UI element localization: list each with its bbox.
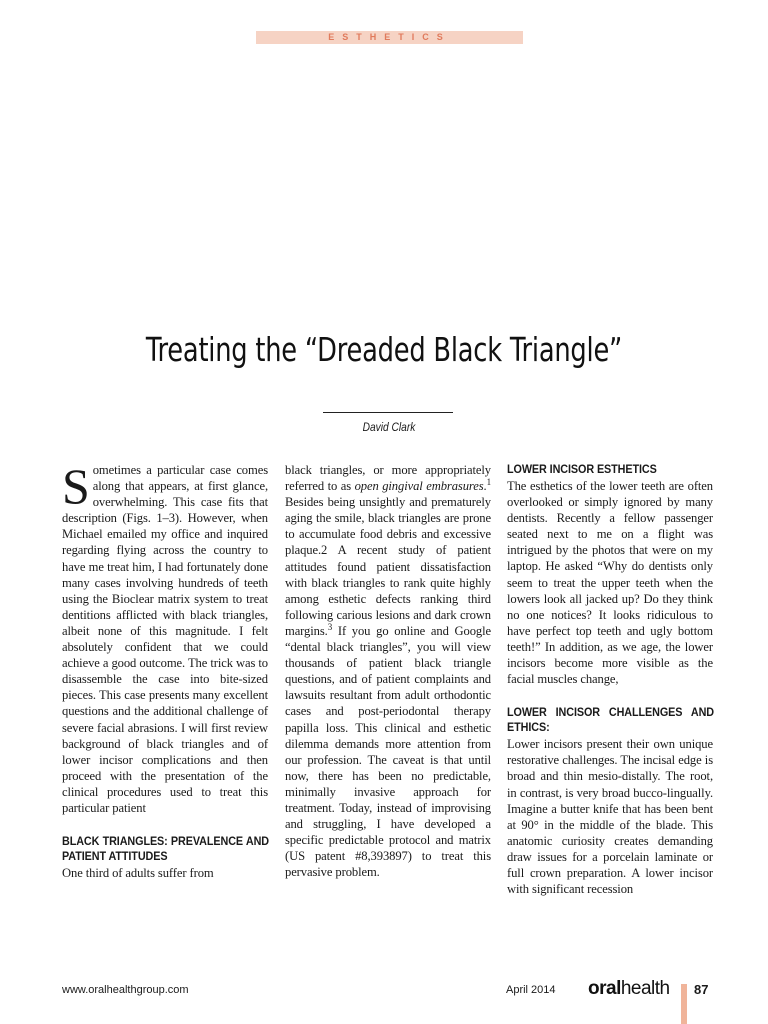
footer-url: www.oralhealthgroup.com <box>62 984 189 996</box>
footer-date: April 2014 <box>506 984 556 996</box>
drop-cap: S <box>62 458 90 514</box>
section-heading-lower-incisor-esthetics: LOWER INCISOR ESTHETICS <box>507 462 657 476</box>
page-number: 87 <box>694 982 709 997</box>
intro-paragraph <box>62 458 268 816</box>
section-heading-lower-incisor-challenges: LOWER INCISOR CHALLENGES AND ETHICS: <box>507 705 714 735</box>
text-run: Besides being unsightly and prematurely aging the smile, black triangles are prone to accumulate food debris and excessive plaque.2 A recent study of patient attitudes found patient dissatisfaction with black triangles to rank quite highly among esthetic defects ranking third following carious lesions and dark crown margins. <box>285 495 491 638</box>
text-run: If you go online and Google “dental black triangles”, you will view thousands of patient black triangle questions, and of patient complaints and lawsuits resultant from adult orthodontic cases and post-periodontal therapy papilla loss. This clinical and esthetic dilemma demands more attention from our profession. The caveat is that until now, there has been no predictable, minimally invasive approach for treatment. Today, instead of improvising and struggling, I have developed a specific predictable protocol and matrix (US patent #8,393897) to treat this pervasive problem. <box>285 623 491 880</box>
footnote-ref: 1 <box>486 476 491 487</box>
section-tag: ESTHETICS <box>256 31 523 44</box>
footer-accent-bar <box>681 984 687 1024</box>
intro-text: ometimes a particular case comes along that appears, at first glance, overwhelming. This case fits that description (Figs. 1–3). However, when Michael emailed my office and inquired regarding flying across the country to have me treat him, I had fortunately done many cases involving hundreds of teeth using the Bioclear matrix system to treat dentitions afflicted with black triangles, albeit none of this magnitude. I felt absolutely confident that we could achieve a good outcome. The trick was to disassemble the case into bite-sized pieces. This case presents many excellent questions and the additional challenge of severe facial abrasions. I will first review background of black triangles and of lower incisor complications and then proceed with the presentation of the clinical procedures used to treat this particular patient <box>62 463 268 815</box>
column-2-paragraph: black triangles, or more appropriately referred to as open gingival embrasures.$^1$ Besides being unsightly and prematurely aging the smile, black triangles are prone to accumulate food debris and excessive plaque.2 A recent study of patient attitudes found patient dissatisfaction with black triangles to rank quite highly among esthetic defects ranking third following carious lesions and dark crown margins.$^3$ If you go online and Google “dental black triangles”, you will view thousands of patient black triangle questions, and of patient complaints and lawsuits resultant from adult orthodontic cases and post-periodontal therapy papilla loss. This clinical and esthetic dilemma demands more attention from our profession. The caveat is that until now, there has been no predictable, minimally invasive approach for treatment. Today, instead of improvising and struggling, I have developed a specific predictable protocol and matrix (US patent #8,393897) to treat this pervasive problem. <box>285 463 491 880</box>
column-2 <box>285 462 491 880</box>
lower-incisor-challenges-paragraph: Lower incisors present their own unique restorative challenges. The incisal edge is broad and thin mesio-distally. The root, in contrast, is very broad bucco-lingually. Imagine a butter knife that has been bent at 90° in the middle of the blade. This anatomic curiosity creates demanding draw issues for a porcelain laminate or full crown preparation. A lower incisor with significant recession <box>507 737 713 897</box>
magazine-logo <box>588 978 670 1000</box>
section-heading-black-triangles: BLACK TRIANGLES: PREVALENCE AND PATIENT ATTITUDES <box>62 834 269 864</box>
text-run: black triangles, or more appropriately referred to as <box>285 463 491 494</box>
black-triangles-paragraph: One third of adults suffer from <box>62 866 214 881</box>
byline-divider <box>323 412 453 413</box>
lower-incisor-esthetics-paragraph: The esthetics of the lower teeth are often overlooked or simply ignored by many dentists. Recently a fellow passenger seated next to me on a flight was intrigued by the photos that were on my laptop. He asked “Why do dentists only seem to treat the upper teeth when the lowers look all jacked up? Do they think no one notices? It looks ridiculous to have perfect top teeth and ugly bottom teeth!” In addition, as we age, the lower incisors become more visible as the facial muscles change, <box>507 479 713 687</box>
footnote-ref: 3 <box>327 621 333 632</box>
emphasis-term: open gingival embrasures <box>354 479 484 494</box>
column-3 <box>507 462 713 897</box>
author-byline: David Clark <box>362 420 416 434</box>
article-title: Treating the “Dreaded Black Triangle” <box>145 330 623 369</box>
logo-bold-part: oral <box>588 978 621 999</box>
logo-light-part: health <box>620 978 670 999</box>
column-1 <box>62 458 269 881</box>
